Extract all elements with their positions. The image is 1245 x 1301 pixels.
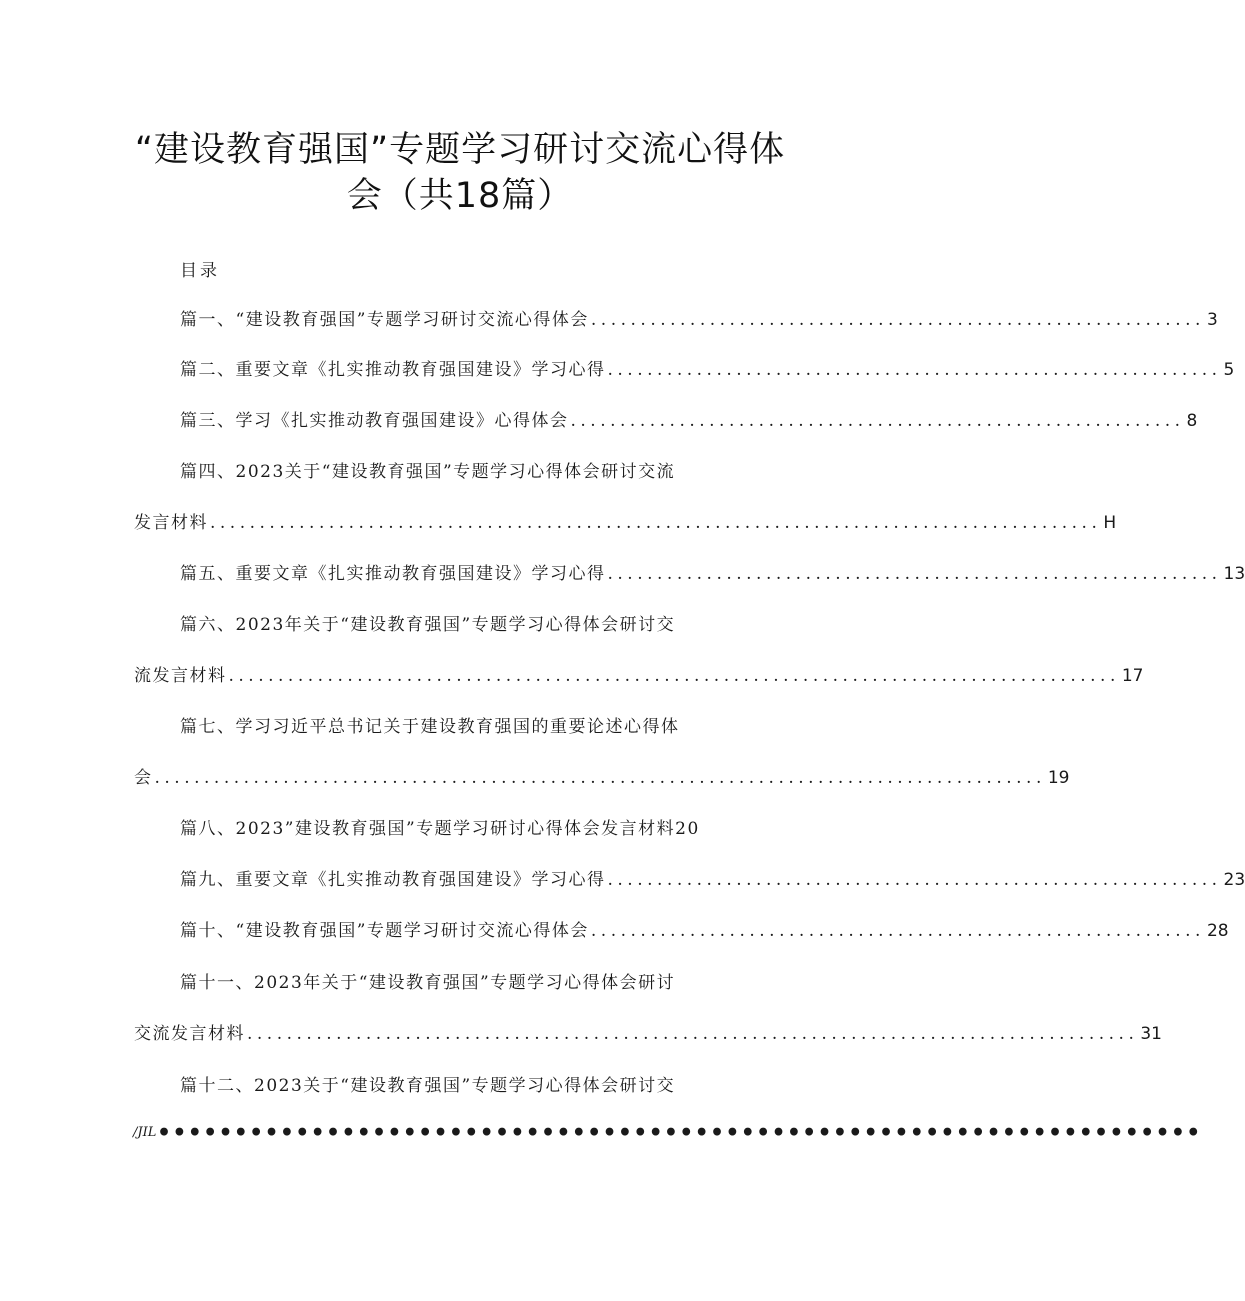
toc-entry-6[interactable] [180, 605, 675, 635]
toc-entry-4[interactable] [180, 452, 675, 482]
toc-leader: .......................................................................................... [247, 1024, 1139, 1044]
toc-entry-label: 交流发言材料 [134, 1024, 245, 1044]
toc-page-number: 13 [1223, 564, 1245, 584]
toc-leader: .............................................................. [607, 564, 1222, 584]
toc-entry-3[interactable] [180, 401, 1198, 431]
toc-entry-10[interactable] [180, 911, 1229, 941]
toc-entry-label: 篇十、“建设教育强国”专题学习研讨交流心得体会 [180, 921, 589, 941]
toc-entry-label: 篇二、重要文章《扎实推动教育强国建设》学习心得 [180, 360, 606, 380]
toc-page-number: 28 [1206, 921, 1229, 941]
toc-leader: .............................................................. [607, 870, 1222, 890]
toc-leader: .............................................................. [590, 310, 1205, 330]
toc-leader: .......................................................................................... [228, 666, 1120, 686]
toc-heading: 目录 [180, 261, 220, 281]
toc-entry-label: 篇八、2023”建设教育强国”专题学习研讨心得体会发言材料20 [180, 819, 700, 839]
toc-entry-4-cont[interactable] [134, 503, 1117, 533]
toc-leader: .............................................................. [607, 360, 1222, 380]
toc-entry-11-cont[interactable] [134, 1014, 1162, 1044]
toc-entry-8[interactable] [180, 809, 700, 839]
toc-leader: .......................................................................................... [210, 513, 1102, 533]
toc-leader: .............................................................. [570, 411, 1185, 431]
toc-page-number: 3 [1206, 310, 1218, 330]
toc-entry-label: 流发言材料 [134, 666, 227, 686]
toc-entry-label: 篇十一、2023年关于“建设教育强国”专题学习心得体会研讨 [180, 973, 676, 993]
toc-entry-7-cont[interactable] [134, 758, 1070, 788]
toc-leader: .......................................................................................... [154, 768, 1046, 788]
toc-entry-label: 篇六、2023年关于“建设教育强国”专题学习心得体会研讨交 [180, 615, 676, 635]
toc-page-number: H [1103, 513, 1117, 533]
toc-page-number: 23 [1223, 870, 1245, 890]
toc-page-number: 31 [1140, 1024, 1162, 1044]
toc-entry-label: 篇十二、2023关于“建设教育强国”专题学习心得体会研讨交 [180, 1076, 676, 1096]
toc-entry-label: 篇七、学习习近平总书记关于建设教育强国的重要论述心得体 [180, 717, 680, 737]
toc-page-number: 17 [1121, 666, 1144, 686]
toc-entry-7[interactable] [180, 707, 680, 737]
toc-leader: .............................................................. [590, 921, 1205, 941]
toc-entry-label: 篇九、重要文章《扎实推动教育强国建设》学习心得 [180, 870, 606, 890]
toc-page-number: 8 [1186, 411, 1198, 431]
garbled-text: /JIL [133, 1125, 157, 1140]
toc-entry-label: 篇四、2023关于“建设教育强国”专题学习心得体会研讨交流 [180, 462, 676, 482]
toc-page-number: 19 [1047, 768, 1070, 788]
toc-entry-11[interactable] [180, 963, 675, 993]
toc-entry-label: 篇三、学习《扎实推动教育强国建设》心得体会 [180, 411, 569, 431]
toc-entry-5[interactable] [180, 554, 1245, 584]
toc-entry-label: 发言材料 [134, 513, 208, 533]
toc-entry-2[interactable] [180, 350, 1235, 380]
toc-entry-label: 篇五、重要文章《扎实推动教育强国建设》学习心得 [180, 564, 606, 584]
toc-page-number: 5 [1223, 360, 1235, 380]
toc-entry-label: 会 [134, 768, 153, 788]
toc-entry-6-cont[interactable] [134, 656, 1144, 686]
document-title-line-1: “建设教育强国”专题学习研讨交流心得体 [134, 130, 786, 170]
document-title-line-2: 会（共18篇） [346, 176, 574, 216]
toc-leader-bold: •••••••••••••••••••••••••••••••••••••••••••••••••••••••••••••••••••• [157, 1120, 1202, 1146]
toc-entry-1[interactable] [180, 300, 1218, 330]
toc-entry-label: 篇一、“建设教育强国”专题学习研讨交流心得体会 [180, 310, 589, 330]
toc-entry-12[interactable] [180, 1066, 675, 1096]
toc-entry-9[interactable] [180, 860, 1245, 890]
